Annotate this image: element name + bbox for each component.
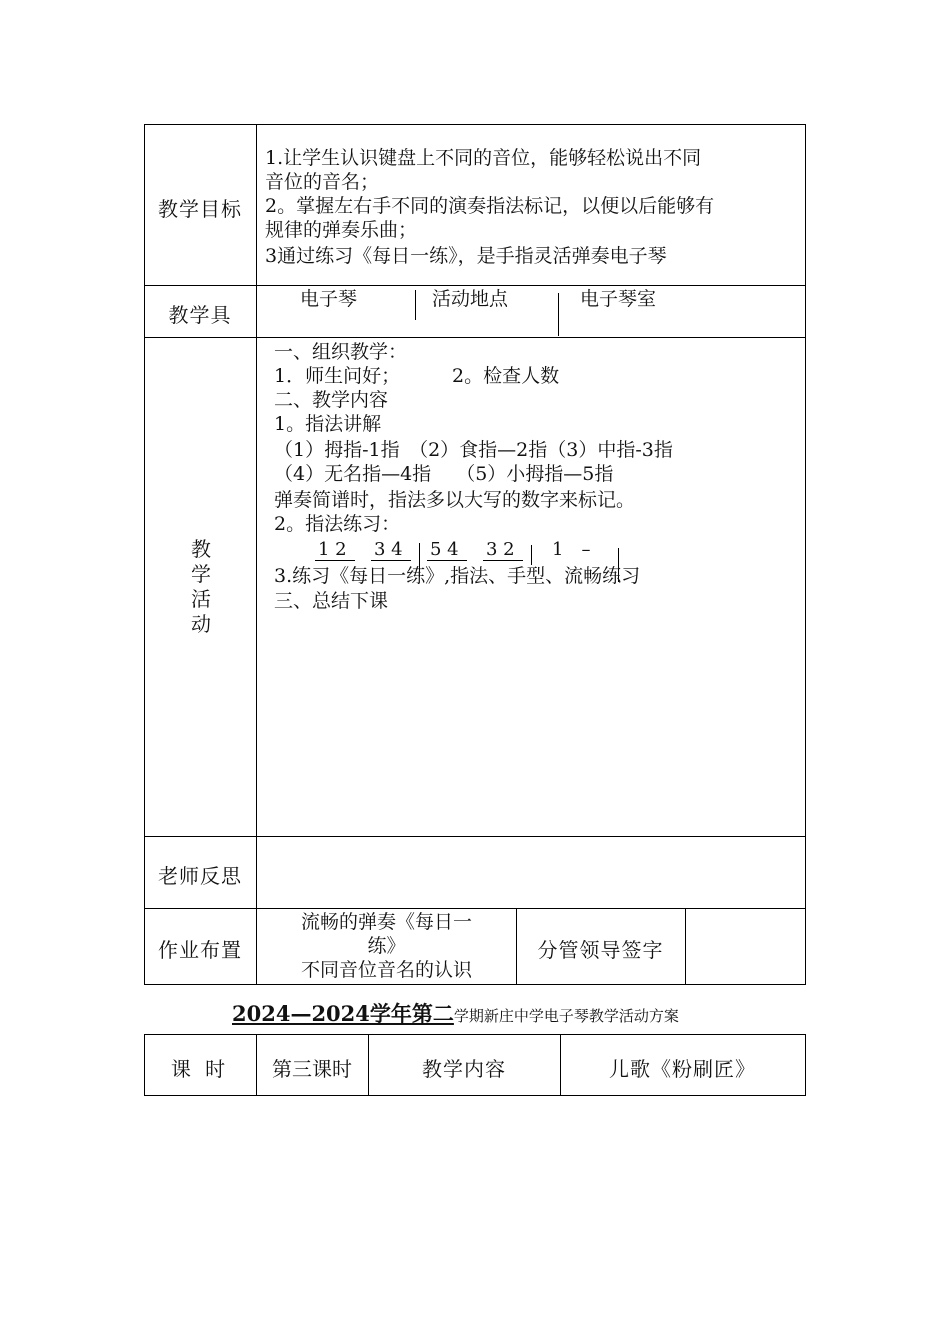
t2-right-border — [805, 1034, 806, 1096]
objectives-line-5: 3通过练习《每日一练》，是手指灵活弹奏电子琴 — [265, 245, 667, 267]
objectives-line-4: 规律的弹奏乐曲； — [265, 219, 418, 241]
activity-line-3: 二、教学内容 — [274, 389, 389, 411]
teaching-content-label: 教学内容 — [422, 1057, 506, 1081]
t1-row3-border — [144, 836, 806, 837]
t1-right-border — [805, 124, 806, 985]
notation-group-5: 1 – — [552, 539, 591, 560]
t1-bottom-border — [144, 984, 806, 985]
notation-underline-1 — [315, 560, 355, 561]
activity-line-8: 2。指法练习： — [274, 513, 401, 535]
activity-line-9: 3.练习《每日一练》,指法、手型、流畅练习 — [274, 565, 641, 587]
t1-label-divider — [256, 124, 257, 985]
objectives-line-1: 1.让学生认识键盘上不同的音位，能够轻松说出不同 — [265, 147, 702, 169]
activity-line-4: 1。指法讲解 — [274, 413, 382, 435]
activity-line-6: （4）无名指—4指 （5）小拇指—5指 — [274, 463, 614, 485]
activities-label-char-1: 教 — [191, 537, 211, 561]
objectives-label: 教学目标 — [158, 197, 242, 221]
location-label: 活动地点 — [432, 288, 509, 310]
t1-row1-border — [144, 285, 806, 286]
lesson-period-value: 第三课时 — [272, 1057, 352, 1081]
t1-left-border — [144, 124, 145, 985]
homework-label: 作业布置 — [158, 938, 242, 962]
t2-top-border — [144, 1034, 806, 1035]
t1-top-border — [144, 124, 806, 125]
homework-line-2: 练》 — [367, 935, 406, 957]
reflection-label: 老师反思 — [158, 864, 242, 888]
activity-line-7: 弹奏简谱时，指法多以大写的数字来标记。 — [274, 489, 636, 511]
location-value: 电子琴室 — [580, 288, 657, 310]
tools-label: 教学具 — [168, 303, 232, 327]
lesson-period-label: 课 时 — [170, 1057, 230, 1081]
activities-label-char-3: 活 — [191, 587, 211, 611]
notation-group-3: 5 4 — [430, 539, 459, 560]
activity-line-1: 一、组织教学： — [274, 341, 408, 363]
activity-line-5: （1）拇指-1指 （2）食指—2指（3）中指-3指 — [274, 439, 673, 461]
t2-bottom-border — [144, 1095, 806, 1096]
notation-underline-3 — [427, 560, 467, 561]
t1-row2-border — [144, 337, 806, 338]
signature-label: 分管领导签字 — [537, 938, 664, 962]
notation-underline-4 — [483, 560, 523, 561]
activities-label-char-2: 学 — [191, 562, 211, 586]
objectives-line-3: 2。掌握左右手不同的演奏指法标记，以便以后能够有 — [265, 195, 715, 217]
heading-bold-part: 2024—2024学年第二 — [232, 1001, 454, 1026]
homework-line-3: 不同音位音名的认识 — [300, 959, 472, 981]
notation-underline-2 — [371, 560, 411, 561]
activity-line-10: 三、总结下课 — [274, 590, 389, 612]
activity-line-2b: 2。检查人数 — [452, 365, 560, 387]
heading-rest: 学期新庄中学电子琴教学活动方案 — [453, 1007, 679, 1025]
notation-barline-2 — [531, 545, 532, 565]
signature-field — [686, 909, 805, 984]
objectives-line-2: 音位的音名； — [265, 171, 380, 193]
page-heading — [232, 998, 679, 1028]
notation-group-1: 1 2 — [318, 539, 347, 560]
teaching-content-value: 儿歌《粉刷匠》 — [609, 1057, 756, 1081]
notation-group-2: 3 4 — [374, 539, 403, 560]
tools-divider-2 — [558, 293, 559, 336]
tools-value: 电子琴 — [300, 288, 358, 310]
notation-group-4: 3 2 — [486, 539, 515, 560]
tools-divider-1 — [415, 290, 416, 320]
homework-line-1: 流畅的弹奏《每日一 — [300, 911, 472, 933]
activity-line-2a: 1．师生问好； — [274, 365, 401, 387]
activities-label-char-4: 动 — [191, 612, 211, 636]
